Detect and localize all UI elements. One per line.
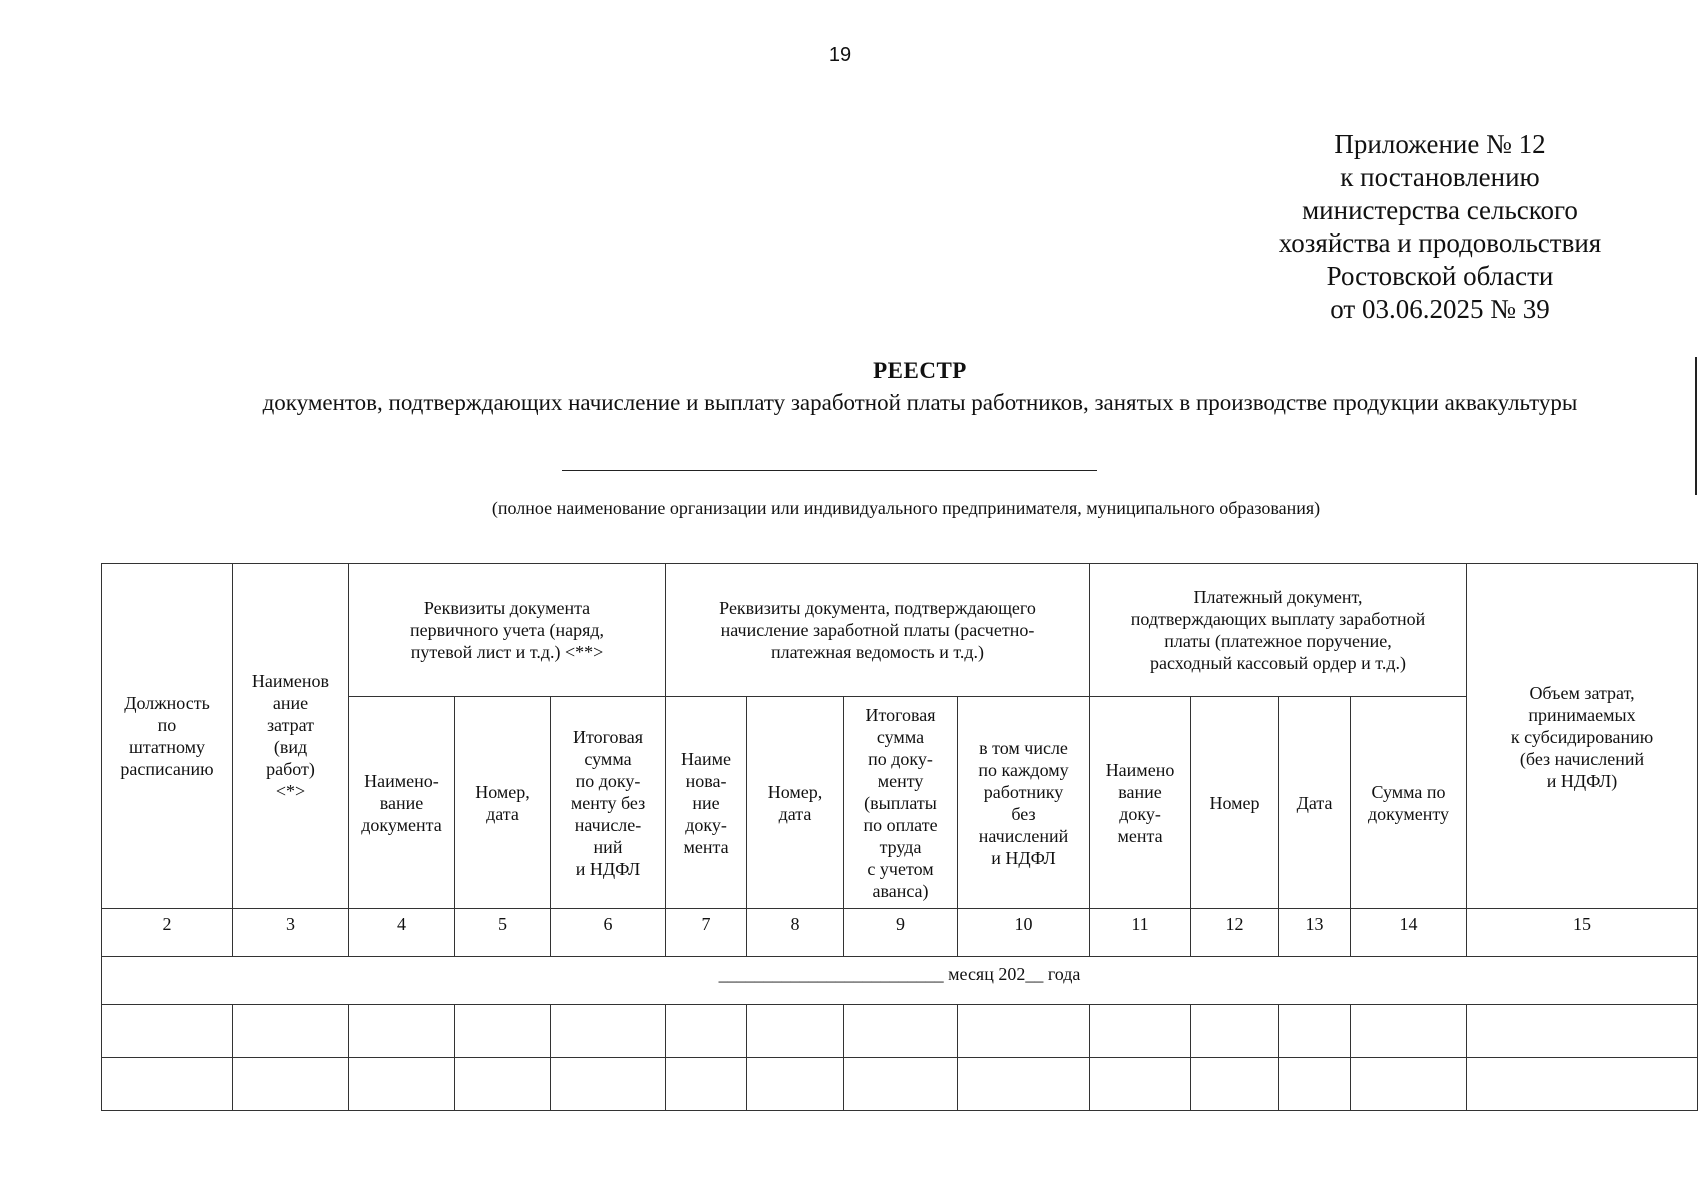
- header-subsidy-volume: Объем затрат, принимаемых к субсидированию (без начислений и НДФЛ): [1467, 564, 1698, 909]
- table-cell[interactable]: [233, 1005, 349, 1058]
- registry-table: [101, 563, 1698, 1111]
- table-cell[interactable]: [1351, 1058, 1467, 1111]
- header-payment-doc-name: Наимено вание доку- мента: [1090, 697, 1191, 909]
- organization-name-line[interactable]: [562, 470, 1097, 471]
- table-cell[interactable]: [455, 1005, 551, 1058]
- table-cell[interactable]: [1279, 1005, 1351, 1058]
- page-number: 19: [828, 44, 852, 66]
- header-group-primary-document: Реквизиты документа первичного учета (наряд, путевой лист и т.д.) <**>: [349, 564, 666, 697]
- header-payroll-total: Итоговая сумма по доку- менту (выплаты по оплате труда с учетом аванса): [844, 697, 958, 909]
- table-cell[interactable]: [1351, 1005, 1467, 1058]
- header-primary-number-date: Номер, дата: [455, 697, 551, 909]
- column-number: 3: [233, 909, 349, 957]
- table-cell[interactable]: [1467, 1058, 1698, 1111]
- table-cell[interactable]: [102, 1005, 233, 1058]
- column-number: 4: [349, 909, 455, 957]
- appendix-line: хозяйства и продовольствия: [1278, 228, 1602, 258]
- header-payment-sum: Сумма по документу: [1351, 697, 1467, 909]
- month-row: [102, 957, 1698, 1005]
- table-cell[interactable]: [551, 1058, 666, 1111]
- column-number: 10: [958, 909, 1090, 957]
- header-primary-doc-name: Наимено- вание документа: [349, 697, 455, 909]
- column-number: 7: [666, 909, 747, 957]
- organization-caption: (полное наименование организации или индивидуального предпринимателя, муниципального образования): [491, 498, 1321, 518]
- header-primary-total: Итоговая сумма по доку- менту без начисле- ний и НДФЛ: [551, 697, 666, 909]
- table-cell[interactable]: [1090, 1005, 1191, 1058]
- header-row-groups: [102, 564, 1698, 697]
- table-cell[interactable]: [666, 1058, 747, 1111]
- column-number: 8: [747, 909, 844, 957]
- header-cost-name: Наименов ание затрат (вид работ) <*>: [233, 564, 349, 909]
- table-cell[interactable]: [455, 1058, 551, 1111]
- table-cell[interactable]: [102, 1058, 233, 1111]
- table-row: [102, 1058, 1698, 1111]
- table-cell[interactable]: [1191, 1005, 1279, 1058]
- appendix-block: [1250, 128, 1630, 326]
- registry-subtitle: документов, подтверждающих начисление и выплату заработной платы работников, занятых в производстве продукции аквакультуры: [262, 390, 1578, 415]
- table-cell[interactable]: [1467, 1005, 1698, 1058]
- column-number: 15: [1467, 909, 1698, 957]
- table-cell[interactable]: [844, 1058, 958, 1111]
- margin-rule: [1695, 357, 1697, 495]
- table-cell[interactable]: [349, 1005, 455, 1058]
- column-number: 5: [455, 909, 551, 957]
- column-number: 12: [1191, 909, 1279, 957]
- table-cell[interactable]: [666, 1005, 747, 1058]
- column-number: 13: [1279, 909, 1351, 957]
- header-group-payment-document: Платежный документ, подтверждающих выплату заработной платы (платежное поручение, расходный кассовый ордер и т.д.): [1090, 564, 1467, 697]
- column-number: 14: [1351, 909, 1467, 957]
- table-cell[interactable]: [551, 1005, 666, 1058]
- appendix-line: от 03.06.2025 № 39: [1330, 294, 1550, 324]
- table-cell[interactable]: [1279, 1058, 1351, 1111]
- header-payroll-doc-name: Наиме нова- ние доку- мента: [666, 697, 747, 909]
- appendix-line: министерства сельского: [1302, 195, 1578, 225]
- appendix-line: Приложение № 12: [1334, 129, 1546, 159]
- column-number: 2: [102, 909, 233, 957]
- table-cell[interactable]: [747, 1058, 844, 1111]
- table-cell[interactable]: [958, 1058, 1090, 1111]
- table-row: [102, 1005, 1698, 1058]
- header-payment-number: Номер: [1191, 697, 1279, 909]
- table-cell[interactable]: [349, 1058, 455, 1111]
- column-number: 9: [844, 909, 958, 957]
- column-number-row: [102, 909, 1698, 957]
- header-payroll-number-date: Номер, дата: [747, 697, 844, 909]
- header-payment-date: Дата: [1279, 697, 1351, 909]
- column-number: 6: [551, 909, 666, 957]
- column-number: 11: [1090, 909, 1191, 957]
- table-cell[interactable]: [844, 1005, 958, 1058]
- table-cell[interactable]: [958, 1005, 1090, 1058]
- registry-title: РЕЕСТР: [873, 358, 967, 383]
- header-payroll-per-worker: в том числе по каждому работнику без начислений и НДФЛ: [958, 697, 1090, 909]
- header-position: Должность по штатному расписанию: [102, 564, 233, 909]
- table-cell[interactable]: [747, 1005, 844, 1058]
- table-cell[interactable]: [1090, 1058, 1191, 1111]
- table-cell[interactable]: [233, 1058, 349, 1111]
- header-group-payroll-document: Реквизиты документа, подтверждающего начисление заработной платы (расчетно- платежная ведомость и т.д.): [666, 564, 1090, 697]
- appendix-line: Ростовской области: [1326, 261, 1554, 291]
- table-cell[interactable]: [1191, 1058, 1279, 1111]
- appendix-line: к постановлению: [1340, 162, 1540, 192]
- month-label[interactable]: _________________________ месяц 202__ года: [102, 957, 1698, 1005]
